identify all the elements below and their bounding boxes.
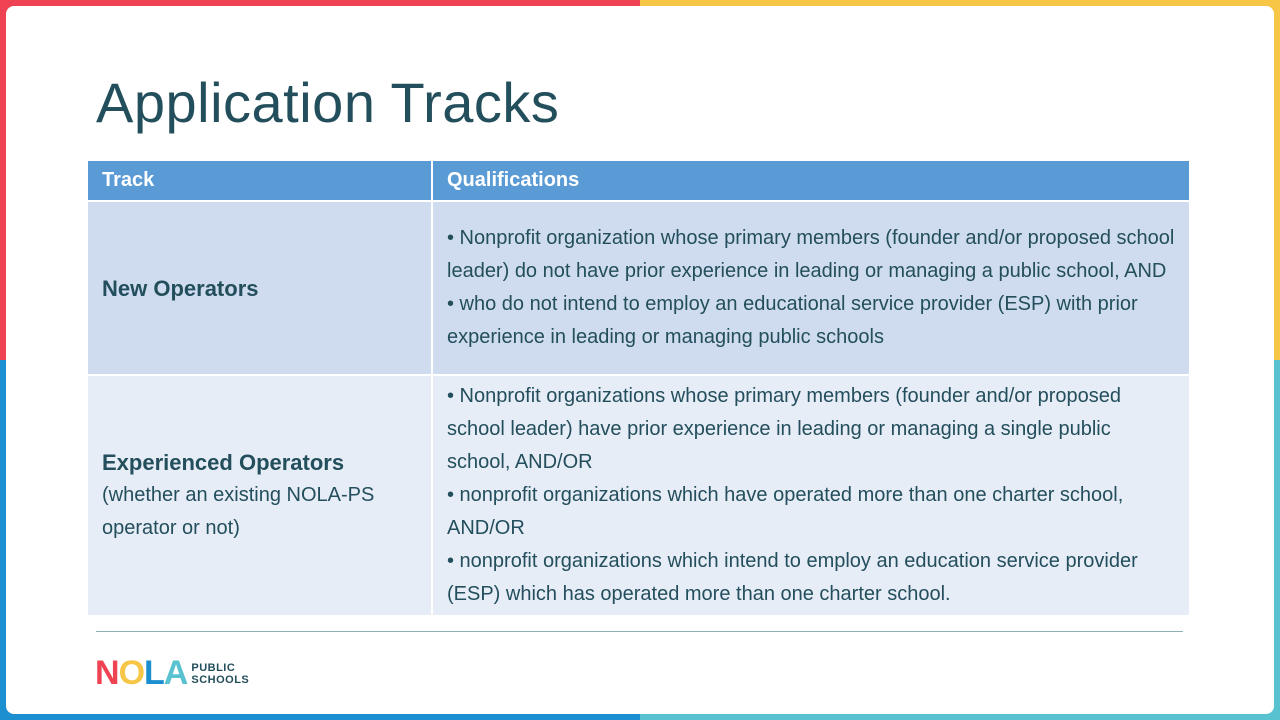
logo-letter: L [144,654,164,692]
tracks-table [88,161,1191,615]
track-note: (whether an existing NOLA-PS operator or not) [102,484,375,539]
qualification-item: • nonprofit organizations which have operated more than one charter school, AND/OR [447,484,1124,539]
qualification-item: • who do not intend to employ an educational service provider (ESP) with prior experience in leading or managing public schools [447,293,1138,348]
track-name: New Operators [102,275,259,301]
qualifications-cell [432,201,1190,375]
logo-line1: PUBLIC [191,661,236,674]
header-qualifications: Qualifications [432,161,1190,201]
logo-letter: O [118,654,145,692]
header-track: Track [88,161,432,201]
logo-letter: N [95,654,119,692]
track-cell [88,375,432,615]
track-name: Experienced Operators [102,450,345,475]
qualification-item: • nonprofit organizations which intend to employ an education service provider (ESP) which has operated more than one charter school. [447,550,1138,605]
table-header [88,161,1190,201]
qualification-item: • Nonprofit organizations whose primary members (founder and/or proposed school leader) have prior experience in leading or managing a single public school, AND/OR [447,385,1122,473]
logo-line2: SCHOOLS [191,673,250,686]
table-row [88,375,1190,615]
footer-divider [96,631,1183,632]
nola-ps-logo [95,654,249,693]
logo-text [191,662,249,686]
table-row [88,201,1190,375]
slide-title: Application Tracks [96,71,560,134]
qualifications-cell [432,375,1190,615]
logo-letter: A [163,654,188,692]
qualification-item: • Nonprofit organization whose primary members (founder and/or proposed school leader) do not have prior experience in leading or managing a public school, AND [447,227,1175,282]
track-cell [88,201,432,375]
